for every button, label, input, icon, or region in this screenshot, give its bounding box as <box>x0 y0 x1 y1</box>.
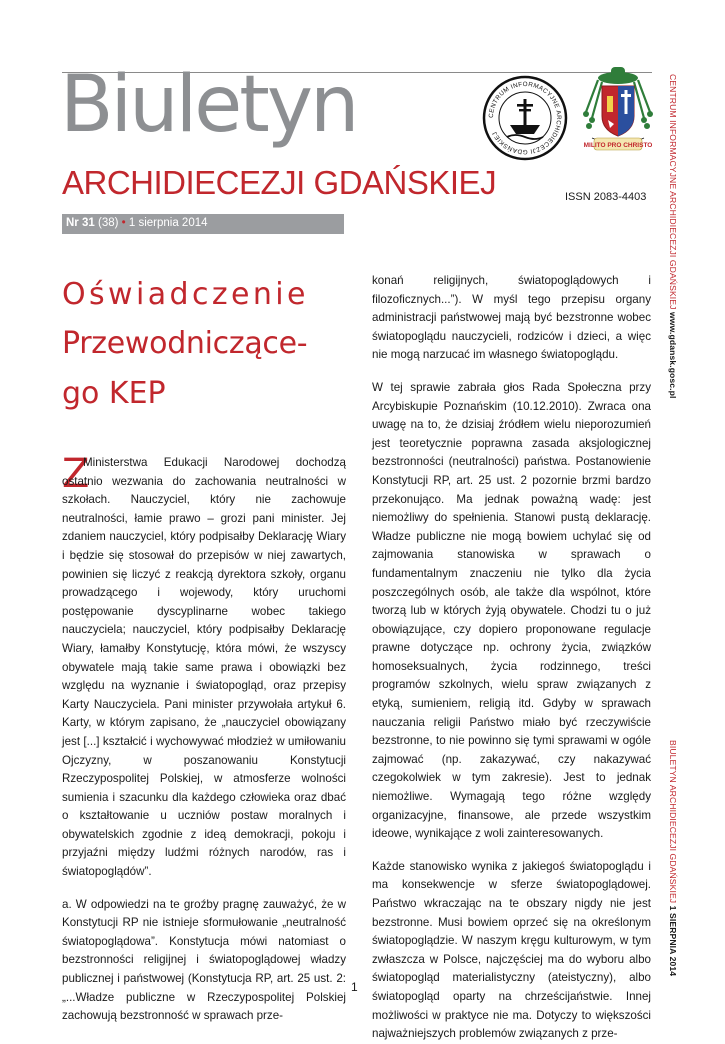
title-line-3: go KEP <box>62 376 166 411</box>
side-top-url: www.gdansk.gosc.pl <box>668 312 678 399</box>
side-label-bottom <box>668 740 682 975</box>
side-label-top <box>668 74 682 399</box>
paragraph-2: a. W odpowiedzi na te groźby pragnę zauważyć, że w Konstytucji RP nie istnieje sformułowanie „neutralność światopoglądowa”. Konstytucja mówi natomiast o bezstronności religijnej i światopoglądowej władzy publicznej i państwowej (Konstytucja RP, art. 25 ust. 2: „...Władze publiczne w Rzeczypospolitej Polskiej zachowują bezstronność w sprawach prze- <box>62 897 346 1023</box>
column-right <box>372 272 651 1044</box>
crest-motto: MILITO PRO CHRISTO <box>583 142 653 149</box>
paragraph-5: Każde stanowisko wynika z jakiegoś światopoglądu i ma konsekwencje w sferze światopoglądowej. Państwo wkraczając na te obszary nigdy nie jest bezstronne. Musi bowiem oprzeć się na określonym światopoglądzie. W naszym kręgu kulturowym, w tym zwłaszcza w Polsce, najczęściej ma do wyboru albo światopogląd materialistyczny (ateistyczny), albo światopogląd oparty na chrześcijaństwie. Innej możliwości w praktyce nie ma. Dotyczy to większości najważniejszych problemów związanych z prze- <box>372 859 651 1041</box>
page-number: 1 <box>351 980 358 994</box>
paragraph-4: W tej sprawie zabrała głos Rada Społeczna przy Arcybiskupie Poznańskim (10.12.2010). Zwraca ona uwagę na to, że dzisiaj źródłem wielu nieporozumień jest teoretycznie poprawna zasada aksjologicznej bezstronności (neutralności) państwa. Postanowienie Konstytucji RP, art. 25 ust. 2 pozornie brzmi bardzo przekonująco. Ma jednak poważną wadę: jest niemożliwy do spełnienia. Stanowi pustą deklarację. Władze publiczne nie mogą bowiem uchylać się od zajmowania stanowiska w sprawach o fundamentalnym znaczeniu nie tylko dla życia poszczególnych osób, ale także dla wspólnot, które tworzą lub w których żyją obywatele. Chodzi tu o już obowiązujące, czy dopiero proponowane regulacje prawne dotyczące np. ochrony życia, związków homoseksualnych, życia rodzinnego, treści programów szkolnych, wielu spraw związanych z etyką, sumieniem, religią itd. Gdyby w sprawach nauczania religii Państwo miało być rzeczywiście bezstronne, to nie powinno się tymi sprawami w ogóle zajmować (np. zakazywać, czy nakazywać czegokolwiek w tym zakresie). Jest to jednak niemożliwe. Wymagają tego różne względy organizacyjne, finansowe, ale przede wszystkim ideowe, wynikające z woli zainteresowanych. <box>372 380 651 841</box>
archdiocese-coat-of-arms <box>580 64 656 156</box>
issn-label: ISSN 2083-4403 <box>565 191 647 203</box>
masthead-subtitle: ARCHIDIECEZJI GDAŃSKIEJ <box>62 164 497 201</box>
issue-info <box>66 217 208 229</box>
drop-cap: Z <box>62 451 90 497</box>
issue-dot: • <box>121 217 126 229</box>
issue-total: (38) <box>97 217 119 229</box>
info-center-seal-logo <box>482 75 568 161</box>
paragraph-3: konań religijnych, światopoglądowych i filozoficznych...”). W myśl tego przepisu organy administracji państwowej mają być bezstronne wobec światopoglądu nauczycieli, rodziców i dzieci, a więc nie mogą narzucać im własnego światopoglądu. <box>372 274 651 362</box>
title-line-1: Oświadczenie <box>62 277 309 312</box>
side-top-center: CENTRUM INFORMACYJNE ARCHIDIECEZJI GDAŃSKIEJ <box>668 74 678 310</box>
side-bottom-issue: 1 SIERPNIA 2014 <box>668 905 678 977</box>
side-bottom-title: BIULETYN ARCHIDIECEZJI GDAŃSKIEJ <box>668 740 678 904</box>
shield-icon <box>602 86 634 136</box>
paragraph-1: Ministerstwa Edukacji Narodowej dochodzą ostatnio wezwania do zachowania neutralności w szkołach. Nauczyciel, który nie zachowuje neutralności, łamie prawo – grozi pani minister. Jej zdaniem nauczyciel, który podpisałby Deklarację Wiary i będzie się stosował do przepisów w niej zawartych, powinien się liczyć z reakcją dyrektora szkoły, organu prowadzącego i wojewody, który uruchomi postępowanie dyscyplinarne wobec takiego nauczyciela; nauczyciel, który podpisałby Deklarację Wiary, łamałby Konstytucję, która mówi, że wszyscy obywatele mają takie same prawa i obowiązki bez względu na wyznanie i światopogląd, oraz przepisy Karty Nauczyciela. Pani minister przywołała artykuł 6. Karty, w którym zapisano, że „nauczyciel obowiązany jest [...] kształcić i wychowywać młodzież w umiłowaniu Ojczyzny, w poszanowaniu Konstytucji Rzeczypospolitej Polskiej, w atmosferze wolności sumienia i szacunku dla każdego człowieka oraz dbać o kształtowanie u uczniów postaw moralnych i obywatelskich zgodnie z ideą demokracji, pokoju i przyjaźni między ludźmi różnych narodów, ras i światopoglądów”. <box>62 456 346 879</box>
issue-number: Nr 31 <box>66 217 95 229</box>
masthead-title: Biuletyn <box>60 60 357 150</box>
issue-date: 1 sierpnia 2014 <box>128 217 208 229</box>
column-left <box>62 451 346 1026</box>
title-line-2: Przewodniczące- <box>62 326 308 361</box>
seal-text: CENTRUM INFORMACYJNE ARCHIDIECEZJI GDAŃSKIEJ <box>487 80 563 156</box>
